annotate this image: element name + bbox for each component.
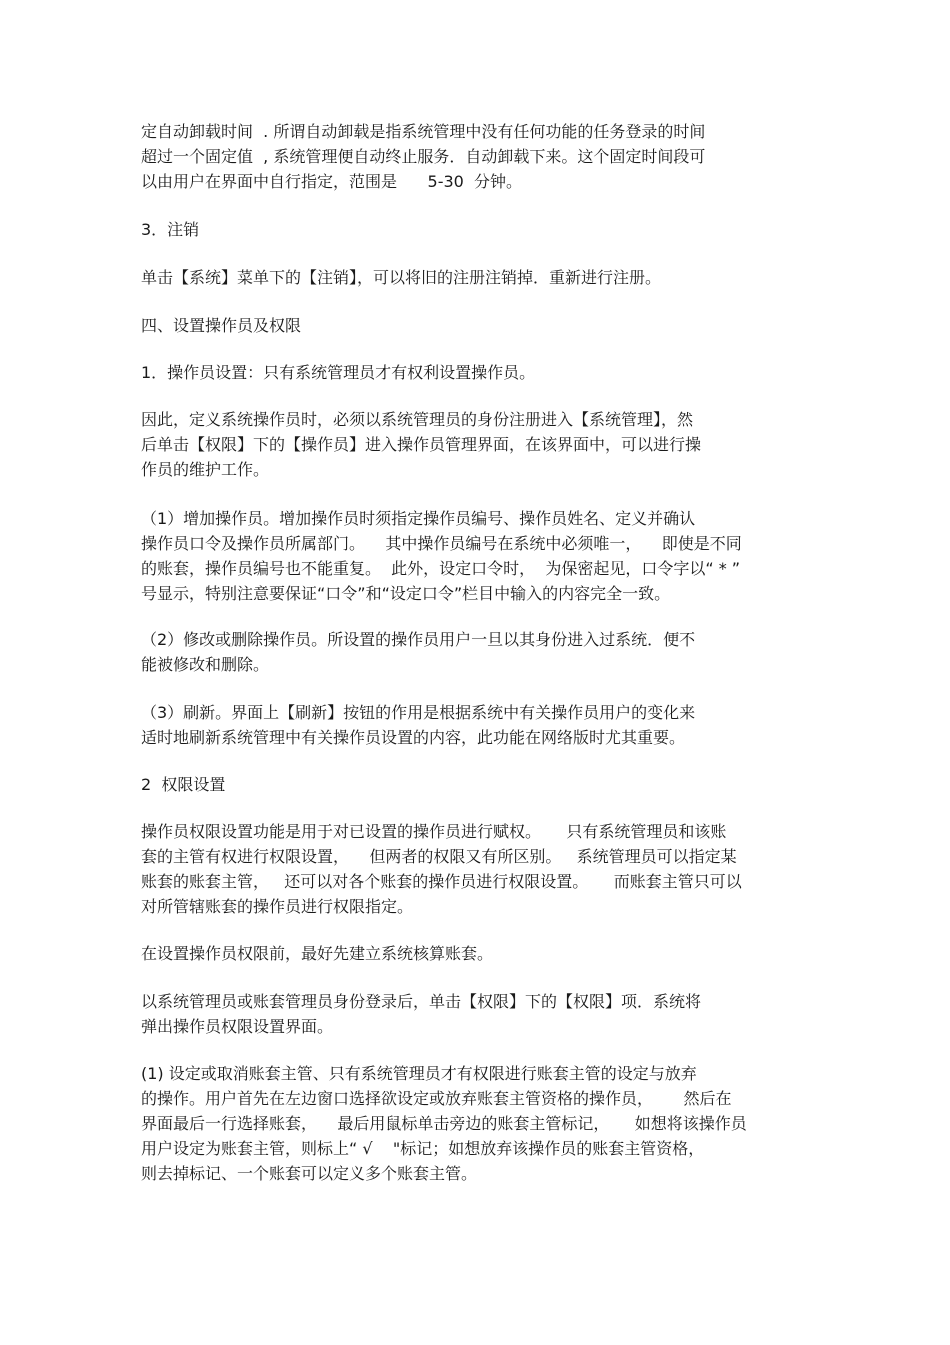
text-line: 适时地刷新系统管理中有关操作员设置的内容，此功能在网络版时尤其重要。: [141, 728, 686, 747]
text-line: 单击【系统】菜单下的【注销】，可以将旧的注册注销掉．重新进行注册。: [141, 268, 662, 287]
text-line: 账套的账套主管， 还可以对各个账套的操作员进行权限设置。 而账套主管只可以: [141, 872, 742, 891]
heading-permission: 2 权限设置: [141, 775, 226, 794]
text-line: （3）刷新。界面上【刷新】按钮的作用是根据系统中有关操作员用户的变化来: [141, 703, 696, 722]
text-line: 操作员口令及操作员所属部门。 其中操作员编号在系统中必须唯一， 即使是不同: [141, 534, 742, 553]
text-line: 则去掉标记、一个账套可以定义多个账套主管。: [141, 1164, 478, 1183]
text-line: (1) 设定或取消账套主管、只有系统管理员才有权限进行账套主管的设定与放弃: [141, 1064, 697, 1083]
text-line: 后单击【权限】下的【操作员】进入操作员管理界面，在该界面中，可以进行操: [141, 435, 702, 454]
text-line: 的操作。用户首先在左边窗口选择欲设定或放弃账套主管资格的操作员， 然后在: [141, 1089, 732, 1108]
heading-operator-setting: 1．操作员设置：只有系统管理员才有权利设置操作员。: [141, 363, 536, 382]
text-line: （1）增加操作员。增加操作员时须指定操作员编号、操作员姓名、定义并确认: [141, 509, 696, 528]
text-line: 定自动卸载时间 . 所谓自动卸载是指系统管理中没有任何功能的任务登录的时间: [141, 122, 706, 141]
text-line: 能被修改和删除。: [141, 655, 270, 674]
text-line: 的账套，操作员编号也不能重复。 此外，设定口令时， 为保密起见，口令字以“ * ”: [141, 559, 741, 578]
text-line: 在设置操作员权限前，最好先建立系统核算账套。: [141, 944, 494, 963]
heading-section-4: 四、设置操作员及权限: [141, 316, 302, 335]
text-line: 界面最后一行选择账套， 最后用鼠标单击旁边的账套主管标记， 如想将该操作员: [141, 1114, 747, 1133]
text-line: 操作员权限设置功能是用于对已设置的操作员进行赋权。 只有系统管理员和该账: [141, 822, 727, 841]
text-line: 套的主管有权进行权限设置， 但两者的权限又有所区别。 系统管理员可以指定某: [141, 847, 737, 866]
text-line: 弹出操作员权限设置界面。: [141, 1017, 334, 1036]
text-line: 因此，定义系统操作员时，必须以系统管理员的身份注册进入【系统管理】，然: [141, 410, 694, 429]
text-line: 号显示，特别注意要保证“口令”和“设定口令”栏目中输入的内容完全一致。: [141, 584, 671, 603]
text-line: 以系统管理员或账套管理员身份登录后，单击【权限】下的【权限】项．系统将: [141, 992, 702, 1011]
text-line: 作员的维护工作。: [141, 460, 270, 479]
text-line: 用户设定为账套主管，则标上“ √ "标记；如想放弃该操作员的账套主管资格，: [141, 1139, 705, 1158]
heading-logout: 3．注销: [141, 220, 200, 239]
text-line: 对所管辖账套的操作员进行权限指定。: [141, 897, 414, 916]
text-line: （2）修改或删除操作员。所设置的操作员用户一旦以其身份进入过系统．便不: [141, 630, 696, 649]
text-line: 超过一个固定值 , 系统管理便自动终止服务．自动卸载下来。这个固定时间段可: [141, 147, 706, 166]
text-line: 以由用户在界面中自行指定，范围是 5-30 分钟。: [141, 172, 523, 191]
